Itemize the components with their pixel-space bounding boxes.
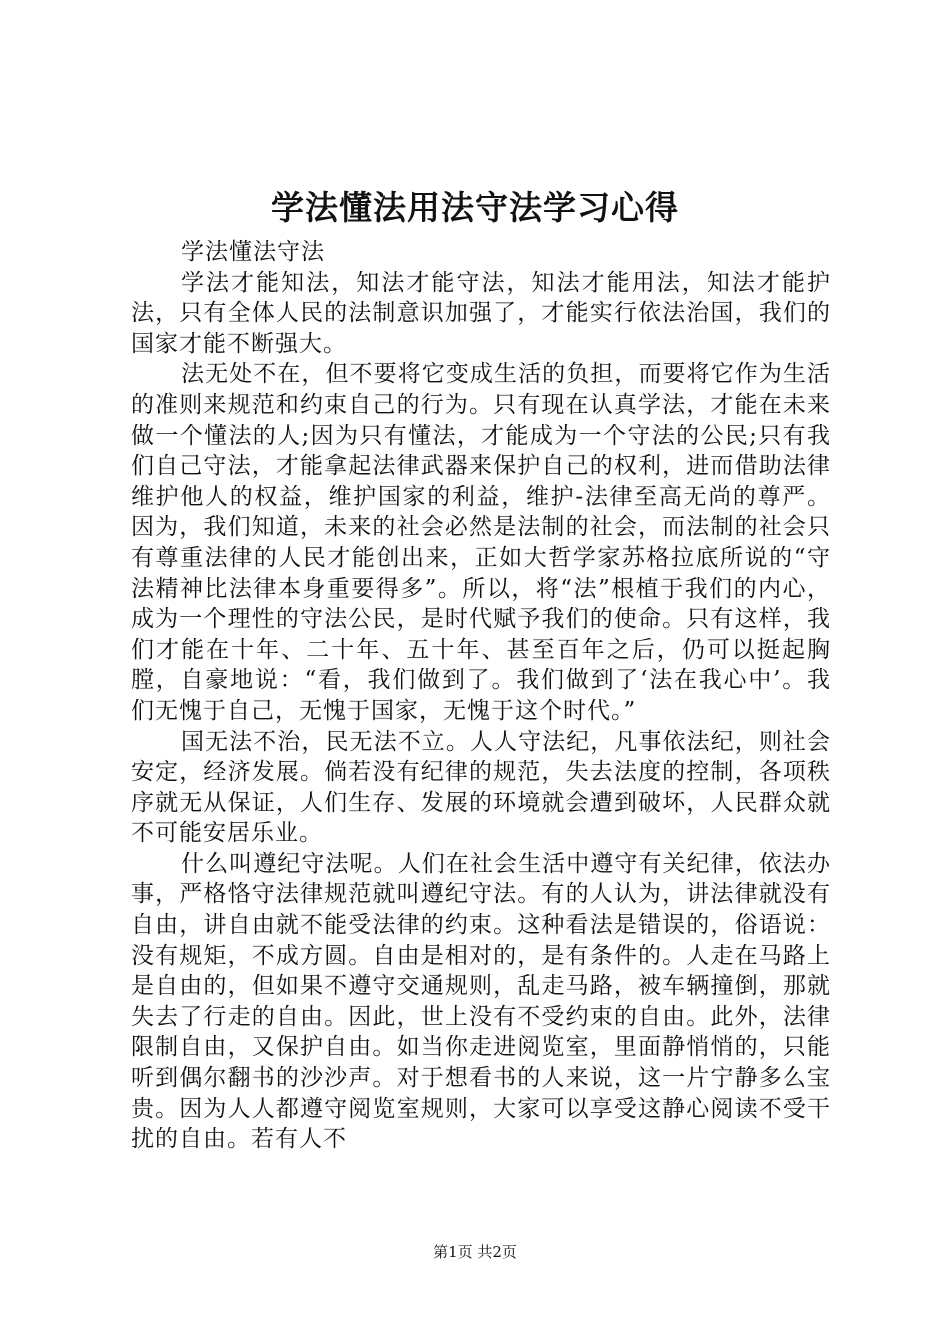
document-body bbox=[131, 237, 831, 1155]
paragraph: 法无处不在，但不要将它变成生活的负担，而要将它作为生活的准则来规范和约束自己的行为。只有现在认真学法，才能在未来做一个懂法的人;因为只有懂法，才能成为一个守法的公民;只有我们自己守法，才能拿起法律武器来保护自己的权利，进而借助法律维护他人的权益，维护国家的利益，维护-法律至高无尚的尊严。因为，我们知道，未来的社会必然是法制的社会，而法制的社会只有尊重法律的人民才能创出来，正如大哲学家苏格拉底所说的“守法精神比法律本身重要得多”。所以，将“法”根植于我们的内心，成为一个理性的守法公民，是时代赋予我们的使命。只有这样，我们才能在十年、二十年、五十年、甚至百年之后，仍可以挺起胸膛，自豪地说：“看，我们做到了。我们做到了‘法在我心中’。我们无愧于自己，无愧于国家，无愧于这个时代。” bbox=[131, 361, 831, 724]
document-title: 学法懂法用法守法学习心得 bbox=[271, 188, 679, 227]
paragraph: 国无法不治，民无法不立。人人守法纪，凡事依法纪，则社会安定，经济发展。倘若没有纪律的规范，失去法度的控制，各项秩序就无从保证，人们生存、发展的环境就会遭到破坏，人民群众就不可能安居乐业。 bbox=[131, 728, 831, 847]
page-footer: 第1页 共2页 bbox=[433, 1243, 517, 1261]
paragraph: 学法才能知法，知法才能守法，知法才能用法，知法才能护法，只有全体人民的法制意识加强了，才能实行依法治国，我们的国家才能不断强大。 bbox=[131, 269, 831, 357]
paragraph-heading: 学法懂法守法 bbox=[181, 239, 325, 265]
paragraph: 什么叫遵纪守法呢。人们在社会生活中遵守有关纪律，依法办事，严格恪守法律规范就叫遵纪守法。有的人认为，讲法律就没有自由，讲自由就不能受法律的约束。这种看法是错误的，俗语说：没有规矩，不成方圆。自由是相对的，是有条件的。人走在马路上是自由的，但如果不遵守交通规则，乱走马路，被车辆撞倒，那就失去了行走的自由。因此，世上没有不受约束的自由。此外，法律限制自由，又保护自由。如当你走进阅览室，里面静悄悄的，只能听到偶尔翻书的沙沙声。对于想看书的人来说，这一片宁静多么宝贵。因为人人都遵守阅览室规则，大家可以享受这静心阅读不受干扰的自由。若有人不 bbox=[131, 850, 831, 1153]
